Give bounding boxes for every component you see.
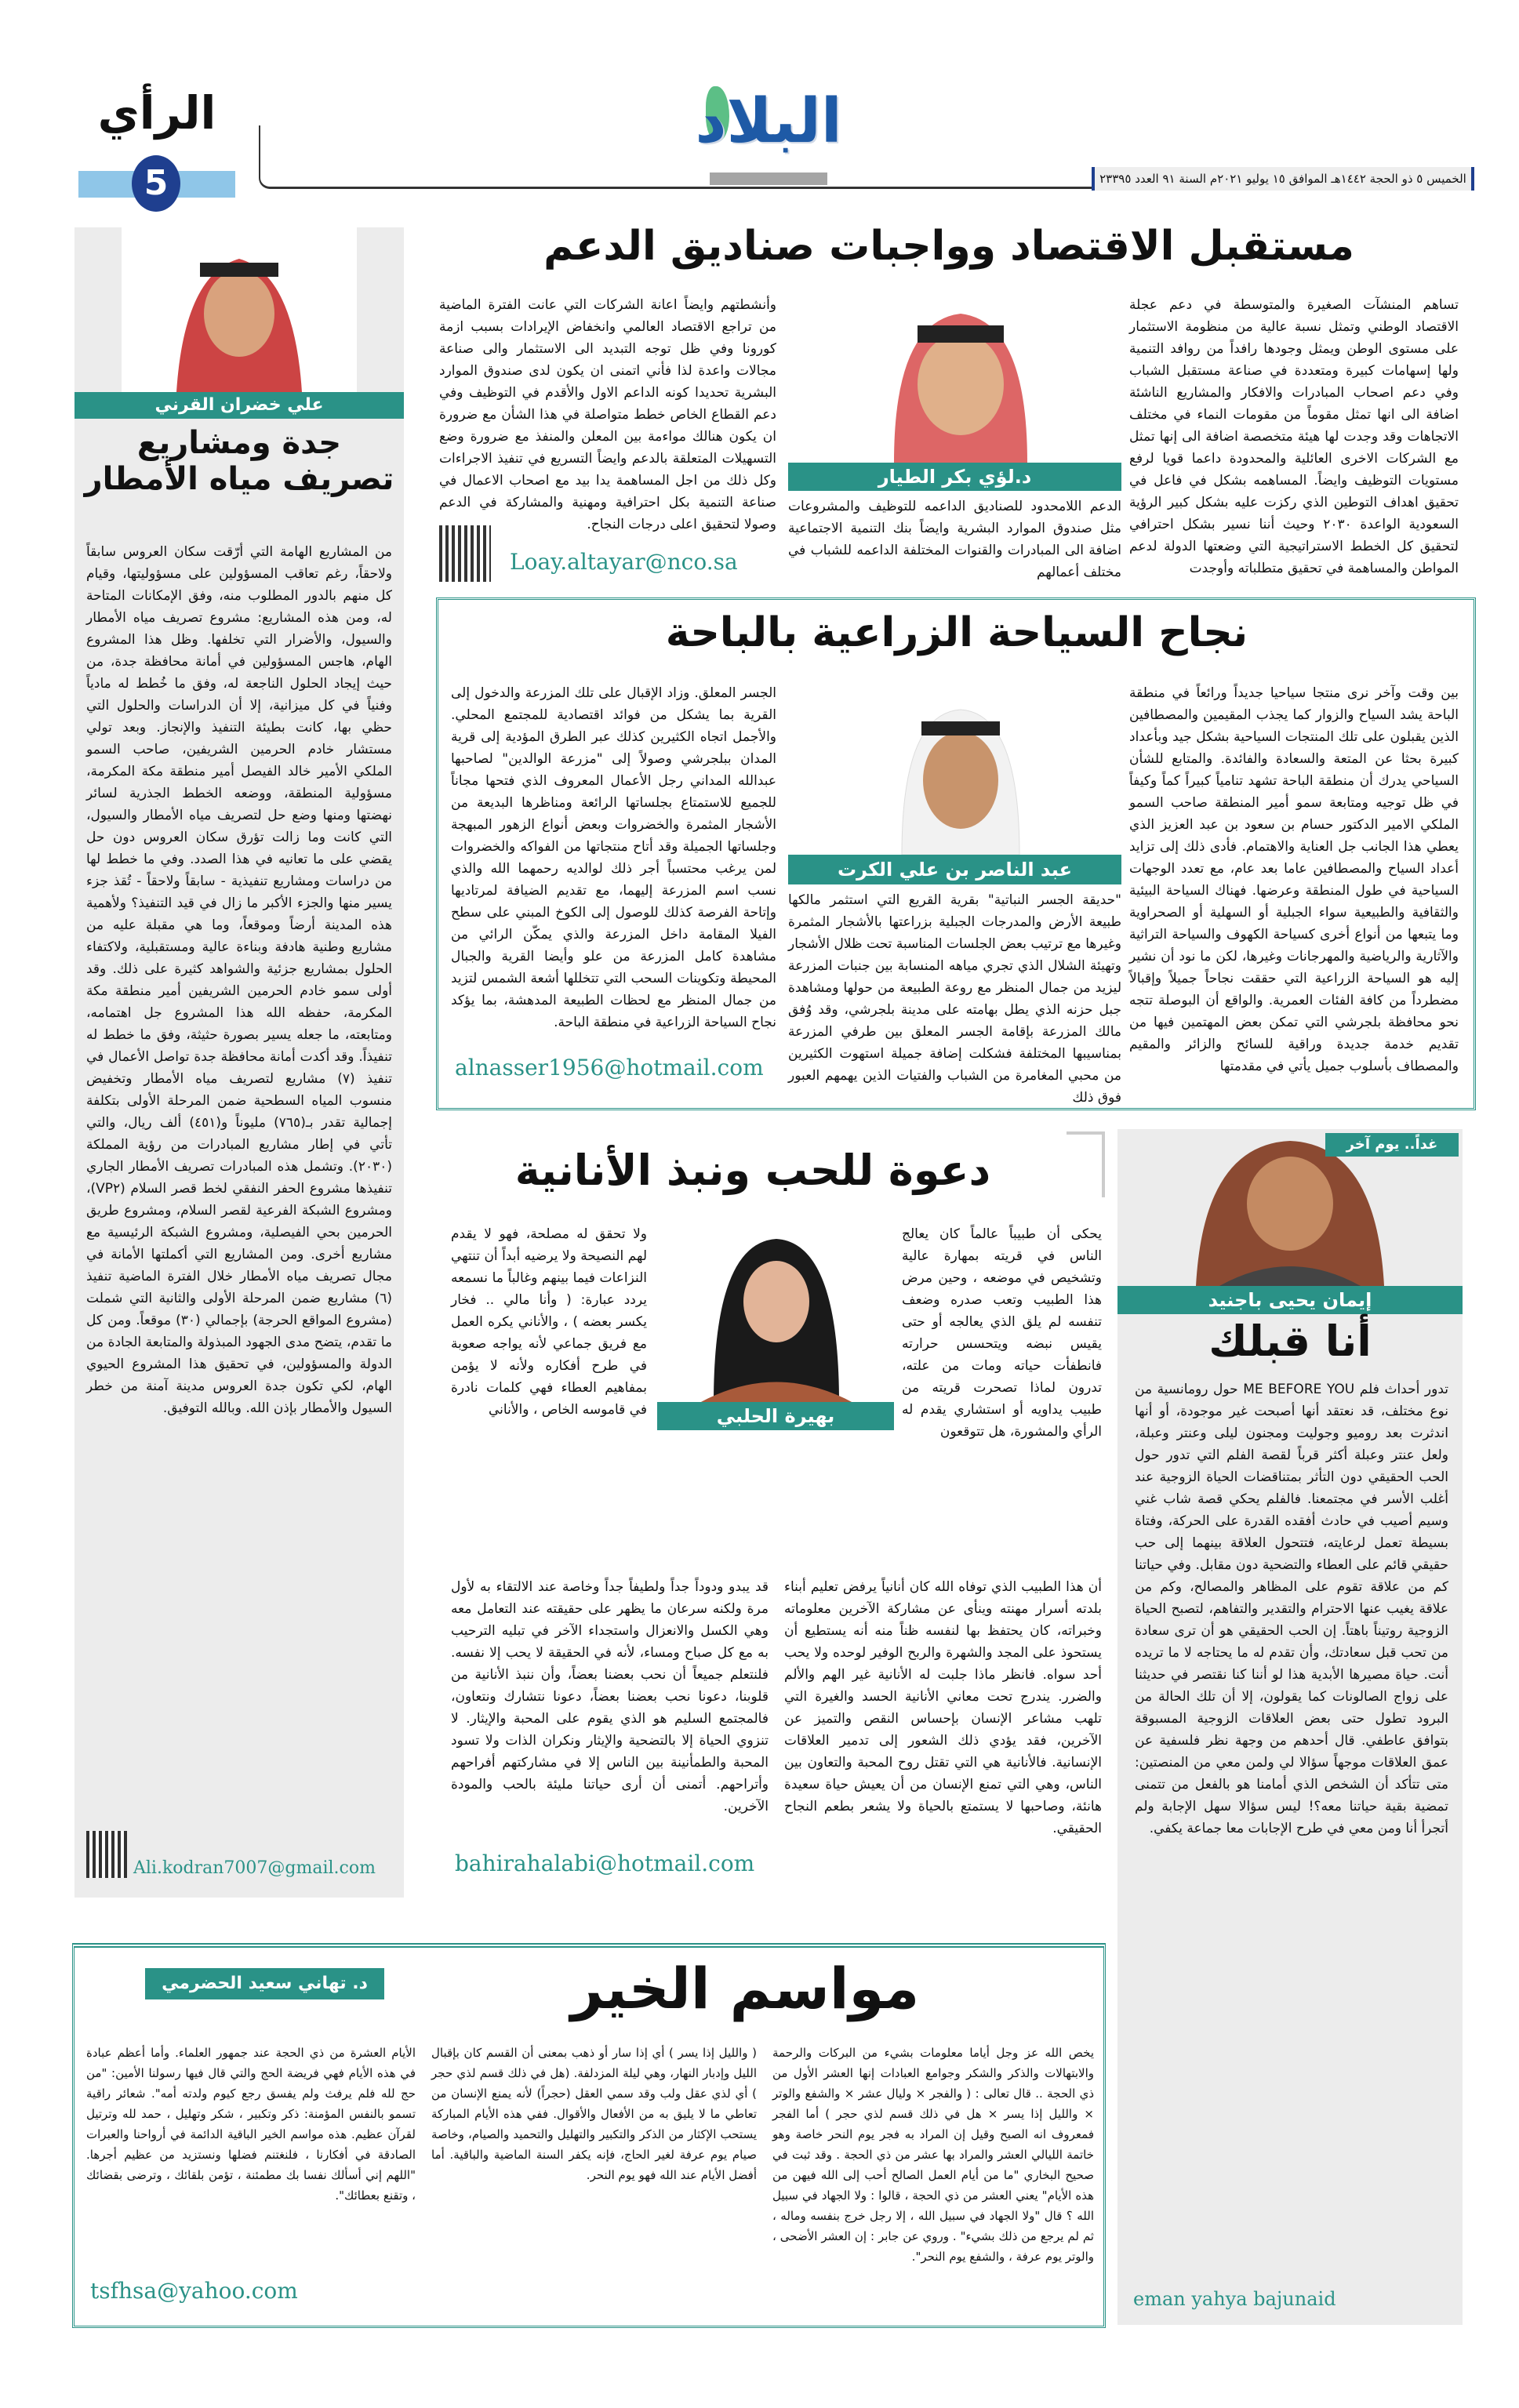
page-number-badge: 5 <box>132 155 180 212</box>
author-email[interactable]: Ali.kodran7007@gmail.com <box>133 1858 376 1878</box>
paragraph: "حديقة الجسر النباتية" بقرية القريع التي استثمر مالكها طبيعة الأرض والمدرجات الجبلية بزراعتها بالأشجار المثمرة وغيرها مع ترتيب بعض الجلسات المناسبة تحت ظلال الأشجار وتهيئة الشلال الذي تجري مياهه المنسابة بين جنبات المزرعة ليزيد من جمال المنظر مع روعة الطبيعة من حولها ومشاهدة جبل حزنه الذي يطل بهامته على مدينة بلجرشي، وقد وُفق مالك المزرعة بإقامة الجسر المعلق بين طرفي المزرعة بمناسيبها المختلفة فشكلت إضافة جميلة استهوت الكثيرين من محبي المغامرة من الشباب والفتيات الذين يهمهم العبور فوق ذلك <box>788 892 1121 1106</box>
author-name-bar: علي خضران القرني <box>74 392 404 419</box>
paragraph: ( والليل إذا يسر ) أي إذا سار أو ذهب بمعنى أن القسم كان بإقبال الليل وإدبار النهار، وهي ليلة المزدلفة. (هل في ذلك قسم لذي حجر ) أي لذي عقل ولب وقد سمي العقل (حجراً) لأنه يمنع الإنسان من تعاطي ما لا يليق به من الأفعال والأقوال. ففي هذه الأيام المباركة يستحب الإكثار من الذكر والتكبير والتهليل والتحميد والصيام، وخاصة صيام يوم عرفة لغير الحاج، فإنه يكفر السنة الماضية والباقية. أما أفضل الأيام عند الله فهو يوم النحر. <box>431 2046 757 2182</box>
paragraph: من المشاريع الهامة التي أرّقت سكان العروس سابقاً ولاحقاً، رغم تعاقب المسؤولين على مسؤوليتها، وقيام كل منهم بالدور المطلوب منه، وفق الإمكانات المتاحة له، ومن هذه المشاريع: مشروع تصريف مياه الأمطار والسيول، والأضرار التي تخلفها. وظل هذا المشروع الهام، هاجس المسؤولين في أمانة محافظة جدة، من حيث إيجاد الحلول الناجعة له، وفق ما خُطط له مادياً وفنياً في كل ميزانية، إلا أن الدراسات والحلول التي حظي بها، كانت بطيئة التنفيذ والإنجاز. وبعد تولي مستشار خادم الحرمين الشريفين، صاحب السمو الملكي الأمير خالد الفيصل أمير منطقة مكة المكرمة، مسؤولية المنطقة، ووضعه الخطط الجذرية لسائر نهضتها ومنها وضع حل لتصريف مياه الأمطار والسيول، التي كانت وما زالت تؤرق سكان العروس دون حل يقضي على ما تعانيه في هذا الصدد. وفي ما خطط لها من دراسات ومشاريع تنفيذية - سابقاً ولاحقاً - تُقذ جزء يسير منها والجزء الأكبر ما زال في قيد التنفيذ؟ ولأهمية هذه المدينة أرضاً وموقعاً، وما هي مقبلة عليه من مشاريع وطنية هادفة وبناءة عالية ومستقبلية، ولاكتفاء الحلول بمشاريع جزئية والشواهد كثيرة على ذلك. وقد أولى سمو خادم الحرمين الشريفين أمير منطقة مكة المكرمة، حفظه الله هذا المشروع جل اهتمامه، ومتابعته، ما جعله يسير بصورة حثيثة، وفق ما خطط له تنفيذاً. وقد أكدت أمانة محافظة جدة تواصل الأعمال في تنفيذ (٧) مشاريع لتصريف مياه الأمطار وتخفيض منسوب المياه السطحية ضمن المرحلة الأولى بتكلفة إجمالية تقدر بـ(٧٦٥) مليوناً و(٤٥١) ألف ريال، والتي تأتي في إطار مشاريع المبادرات من رؤية المملكة (٢٠٣٠). وتشمل هذه المبادرات تصريف الأمطار الجاري تنفيذها مشروع الحفر النفقي لخط قصر السلام (VP٢)، ومشروع الشبكة الفرعية لقصر السلام، ومشروع طريق الحرمين بحي الفيصلية، ومشروع الشبكة الرئيسية مع مشاريع أخرى. ومن المشاريع التي أكملتها الأمانة في مجال تصريف مياه الأمطار خلال الفترة الماضية تنفيذ (٦) مشاريع ضمن المرحلة الأولى والثانية التي شملت (مشروع المواقع الحرجة) بإجمالي (٣٠) موقعاً. ومن كل ما تقدم، يتضح مدى الجهود المبذولة والمتابعة الجادة من الدولة والمسؤولين، في تحقيق هذا المشروع الحيوي الهام، لكي تكون جدة العروس مدينة آمنة من خطر السيول والأمطار بإذن الله. وبالله التوفيق. <box>86 544 393 1416</box>
article-column <box>1129 294 1459 584</box>
author-name-bar: د.لؤي بكر الطيار <box>788 463 1121 491</box>
author-email[interactable]: bahirahalabi@hotmail.com <box>455 1850 755 1876</box>
qr-code[interactable] <box>86 1831 127 1878</box>
corner-bracket-decoration <box>1067 1131 1105 1197</box>
logo-text: البلاد <box>695 86 842 157</box>
paragraph: بين وقت وآخر نرى منتجا سياحيا جديداً ورائعاً في منطقة الباحة يشد السياح والزوار كما يجذب المقيمين والمصطافين الذين يقبلون على تلك المنتجات السياحية بشكل جيد وبأعداد كبيرة بحثا عن المتعة والسعادة والفائدة. والمتابع للشأن السياحي يدرك أن منطقة الباحة تشهد تنامياً كبيراً كماً وكيفاً في ظل توجيه ومتابعة سمو أمير المنطقة صاحب السمو الملكي الامير الدكتور حسام بن سعود بن عبد العزيز الذي يعطي هذا الجانب جل العناية والاهتمام. فأدى ذلك إلى تزايد أعداد السياح والمصطافين عاما بعد عام، مع تعدد الوجهات السياحية في طول المنطقة وعرضها. فهناك السياحة البيئية والثقافية والطبيعية سواء الجبلية أو السهلية أو الصحراوية وما يتبعها من أنواع أخرى كسياحة الكهوف والسياحة التراثية والآثارية والرياضية والمهرجانات وغيرها، لكن ما نود أن نشير إليه هو السياحة الزراعية التي حققت نجاحاً جميلاً وإقبالاً مضطرداً من كافة الفئات العمرية. والواقع أن البوصلة تتجه نحو محافظة بلجرشي التي تمكن بعض المهتمين فيها من تقديم خدمة جديدة وراقية للسائح والزائر والمقيم والمصطاف بأسلوب جميل يأتي في مقدمتها <box>1129 685 1459 1074</box>
article-column <box>788 496 1121 588</box>
article-headline: دعوة للحب ونبذ الأنانية <box>514 1146 991 1195</box>
article-headline: مواسم الخير <box>570 1956 920 2021</box>
author-photo <box>674 1227 878 1404</box>
right-opinion-column <box>1117 1129 1463 2325</box>
logo-underbar <box>710 173 827 185</box>
article-column <box>784 1576 1102 1835</box>
paragraph: قد يبدو ودوداً جداً ولطيفاً جداً وخاصة عند الالتقاء به لأول مرة ولكنه سرعان ما يظهر على حقيقته عند التعامل معه وهي الكسل والانعزال واستجداء الآخر في تبليه الترحيب به مع كل صباح ومساء، لأنه في الحقيقة لا يحب إلا نفسه. فلنتعلم جميعاً أن نحب بعضنا بعضاً، وأن ننبذ الأنانية من قلوبنا، دعونا نحب بعضنا بعضاً، دعونا نتشارك ونتعاون، فالمجتمع السليم هو الذي يقوم على المحبة والإيثار. لا تنزوي الحياة إلا بالتضحية والإيثار ونكران الذات ولا تسود المحبة والطمأنينة بين الناس إلا في مشاركتهم أفراحهم وأتراحهم. أتمنى أن أرى حياتنا مليئة بالحب والمودة الآخرين. <box>451 1579 769 1814</box>
author-photo <box>122 227 357 392</box>
article-column <box>431 2043 757 2309</box>
article-column <box>439 294 776 532</box>
author-name-bar: د. تهاني سعيد الحضرمي <box>145 1968 384 1999</box>
author-name-bar: إيمان يحيى باجنيد <box>1117 1286 1463 1314</box>
article-column <box>788 889 1121 1106</box>
paragraph: يخص الله عز وجل أياما معلومات بشيء من البركات والرحمة والابتهالات والذكر والشكر وجوامع العبادات إنها العشر الأول من ذي الحجة .. قال تعالى : ( والفجر × وليال عشر × والشفع والوتر × والليل إذا يسر × هل في ذلك قسم لذي حجر ) أما الفجر فمعروف انه الصبح وقيل إن المراد به فجر يوم النحر خاصة وهو خاتمة الليالي العشر والمراد بها عشر من ذي الحجة . وقد ثبت في صحيح البخاري "ما من أيام العمل الصالح أحب إلى الله فيهن من هذه الأيام" يعني العشر من ذي الحجة ، قالوا : ولا الجهاد في سبيل الله ؟ قال "ولا الجهاد في سبيل الله ، إلا رجل خرج بنفسه وماله ، ثم لم يرجع من ذلك بشيء" . وروي عن جابر : إن العشر الأضحى ، والوتر يوم عرفة ، والشفع يوم النحر". <box>772 2046 1094 2264</box>
newspaper-logo <box>690 86 847 157</box>
article-column <box>86 2043 416 2270</box>
author-email[interactable]: tsfhsa@yahoo.com <box>90 2278 298 2304</box>
article-headline: جدة ومشاريع تصريف مياه الأمطار <box>84 425 394 497</box>
paragraph: تساهم المنشآت الصغيرة والمتوسطة في دعم عجلة الاقتصاد الوطني وتمثل نسبة عالية من منظومة الاستثمار على مستوى الوطن ويمثل وجودها رافداً من روافد التنمية ولها إسهامات كبيرة ومتعددة في صناعة مستقبل الشباب وفي دعم اصحاب المبادرات والافكار والمشاريع الناشئة اضافة الى انها تمثل مقوماً من مقومات النماء في مختلف الاتجاهات وقد وجدت لها هيئة متخصصة اضافة الى إنها تمثل مع الشركات الاخرى العائلية والمحدودة داعما قويا لرفع مستويات التوظيف وايضاً. المساهمه بشكل في فاعل في تحقيق اهداف التوطين الذي ركزت عليه بشكل كبير الرؤية السعودية الواعدة ٢٠٣٠ وحيث أننا نسير بشكل احترافي لتحقيق كل الخطط الاستراتيجية التي وضعتها الدولة لدعم المواطن والمساهمة في تحقيق متطلباته وأوجدت <box>1129 297 1459 576</box>
author-name-bar: عبد الناصر بن علي الكرت <box>788 855 1121 884</box>
article-headline: نجاح السياحة الزراعية بالباحة <box>665 609 1248 656</box>
author-email[interactable]: eman yahya bajunaid <box>1133 2288 1336 2310</box>
qr-code[interactable] <box>439 525 491 582</box>
section-title: الرأي <box>97 86 216 140</box>
article-column <box>902 1223 1102 1568</box>
paragraph: الدعم اللامحدود للصناديق الداعمه للتوظيف والمشروعات مثل صندوق الموارد البشرية وايضاً بنك التنمية الاجتماعية اضافة الى المبادرات والقنوات المختلفة الداعمه للشباب في مختلف أعمالهم <box>788 499 1121 580</box>
article-column <box>451 1223 647 1568</box>
paragraph: أن هذا الطبيب الذي توفاه الله كان أنانياً يرفض تعليم أبناء بلدته أسرار مهنته وينأى عن مشاركة الآخرين معلوماته وخبراته، كان يحتفظ بها لنفسه ظناً منه أنه يستطيع أن يستحوذ على المجد والشهرة والربح الوفير لوحده ولا يحب أحد سواه. فانظر ماذا جلبت له الأنانية غير الهم والألم والضرر. يندرج تحت معاني الأنانية الحسد والغيرة التي تلهب مشاعر الإنسان بإحساس النقص والتميز عن الآخرين، فقد يؤدي ذلك الشعور إلى تدمير العلاقات الإنسانية. فالأنانية هي التي تقتل روح المحبة والتعاون بين الناس، وهي التي تمنع الإنسان من أن يعيش حياة سعيدة هانئة، وصاحبها لا يستمتع بالحياة ولا يشعر بطعم النجاح الحقيقي. <box>784 1579 1102 1836</box>
masthead-rule <box>259 125 1096 189</box>
author-email[interactable]: Loay.altayar@nco.sa <box>510 549 738 575</box>
paragraph: وأنشطتهم وايضاً اعانة الشركات التي عانت الفترة الماضية من تراجع الاقتصاد العالمي وانخفاض الإيرادات بسبب ازمة كورونا وفي ظل توجه التبديد الى الاستثمار والى صناعة مجالات واعدة لذا فأني اتمنى ان يكون لدى صندوق الموارد البشرية تحديدا كونه الداعم الاول والأقدم في التوظيف وفي دعم القطاع الخاص خطط متواصلة في هذا الشأن مع ضرورة ان يكون هنالك مواءمة بين المعلن والمنفذ مع ضرورة وضع التسهيلات المتعلقة بالدعم وايضاً التسريع في تنفيذ الاجراءات وكل ذلك من اجل المساهمة يدا بيد مع اصحاب الاعمال في صناعة التنمية بكل احترافية ومهنية والمشاركة في الدعم وصولا لتحقيق اعلى درجات النجاح. <box>439 297 776 532</box>
article-headline: مستقبل الاقتصاد وواجبات صناديق الدعم <box>543 223 1354 270</box>
left-opinion-column <box>74 227 404 1898</box>
article-headline: أنا قبلك <box>1208 1317 1372 1366</box>
column-tag: غداً.. يوم آخر <box>1325 1133 1459 1157</box>
author-name-bar: بهيرة الحلبي <box>657 1402 894 1430</box>
paragraph: يحكى أن طبيباً عالماً كان يعالج الناس في قريته بمهارة عالية وتشخيص في موضعه ، وحين مرض هذا الطبيب وتعب صدره وضعف تنفسه لم يلق الذي يعالجه أو حتى يقيس نبضه ويتحسس حرارته فانطفأت حياته ومات من علته، تدرون لماذا تصحرت قريته من طبيب يداويه أو استشاري يقدم له الرأي والمشورة، هل تتوقعون <box>902 1226 1102 1440</box>
paragraph: ولا تحقق له مصلحة، فهو لا يقدم لهم النصيحة ولا يرضيه أبداً أن تنتهي النزاعات فيما بينهم وغالباً ما نسمعه يردد عبارة: ( وأنا مالي .. فخار يكسر بعضه ) ، والأناني يكره العمل مع فريق جماعي لأنه يواجه صعوبة في طرح أفكاره ولأنه لا يؤمن بمفاهيم العطاء فهي كلمات نادرة في قاموسه الخاص ، والأناني <box>451 1226 647 1418</box>
author-email[interactable]: alnasser1956@hotmail.com <box>455 1055 764 1081</box>
article-column <box>451 1576 769 1835</box>
date-line: الخميس ٥ ذو الحجة ١٤٤٢هـ الموافق ١٥ يوليو ٢٠٢١م السنة ٩١ العدد ٢٣٣٩٥ <box>1092 167 1474 191</box>
article-column <box>451 682 776 1043</box>
paragraph: الأيام العشرة من ذي الحجة عند جمهور العلماء. وأما أعظم عبادة في هذه الأيام فهي فريضة الحج والتي قال فيها رسولنا الأمين: "من حج لله فلم يرفث ولم يفسق رجع كيوم ولدته أمه". شعائر راقية تسمو بالنفس المؤمنة: ذكر وتكبير ، شكر وتهليل ، حمد لله وترتيل لقرآن عظيم. هذه مواسم الخير الباقية الدائمة في أرواحنا والعبرات الصادقة في أفكارنا ، فلنغتنم فضلها ونستزيد من عظيم أجرها. "اللهم إني أسألك نفسا بك مطمئنة ، تؤمن بلقائك ، وترضى بقضائك ، وتقنع بعطائك". <box>86 2046 416 2203</box>
paragraph: الجسر المعلق. وزاد الإقبال على تلك المزرعة والدخول إلى القرية بما يشكل من فوائد اقتصادية للمجتمع المحلي. والأجمل اتجاه الكثيرين كذلك عبر الطرق المؤدية إلى قرية المدان ببلجرشي وصولاً إلى "مزرعة الوالدين" لصاحبها عبدالله المداني رجل الأعمال المعروف الذي فتحها مجاناً للجميع للاستمتاع بجلساتها الرائعة ومناظرها البديعة من الأشجار المثمرة والخضروات وبعض أنواع الزهور المبهجة وجلساتها الجميلة وقد أتاح منتجاتها من الفواكه والخضروات لمن يرغب محتسباً أجر ذلك لوالديه رحمهما الله والذي نسب اسم المزرعة إليهما، مع تقديم الضيافة لمرتاديها وإتاحة الفرصة كذلك للوصول إلى الكوخ المبني على سطح الفيلا المقامة داخل المزرعة والذي يمكّن الرائي من مشاهدة كامل المزرعة من علو وأيضا القرية والجبال المحيطة وتكوينات السحب التي تتخللها أشعة الشمس لتزيد من جمال المنظر مع لحظات الطبيعة المدهشة، بما يؤكد نجاح السياحة الزراعية في منطقة الباحة. <box>451 685 776 1030</box>
article-body <box>1135 1378 1448 2280</box>
article-body <box>86 541 392 1819</box>
paragraph: تدور أحداث فلم ME BEFORE YOU حول رومانسية من نوع مختلف، قد نعتقد أنها أصبحت غير موجودة، أو أنها اندثرت بعد روميو وجوليت ومجنون ليلى وعنتر وعبلة، ولعل عنتر وعبلة أكثر قرباً لقصة الفلم التي تدور حول الحب الحقيقي دون التأثر بمتناقضات الحياة الزوجية عند أغلب الأسر في مجتمعنا. فالفلم يحكي قصة شاب غني وسيم أصيب في حادث أفقده القدرة على الحركة، وفتاة بسيطة تعمل لرعايته، فتتحول العلاقة بينهما إلى حب حقيقي قائم على العطاء والتضحية دون مقابل. وفي حياتنا كم من علاقة تقوم على المظاهر والمصالح، وكم من علاقة يغيب عنها الاحترام والتقدير والتفاهم، لتصبح الحياة الزوجية روتيناً باهتاً. إن الحب الحقيقي هو أن ترى سعادة من تحب قبل سعادتك، وأن تقدم له ما يحتاجه لا ما تريده أنت. حياة مصيرها الأبدية هذا لو أننا كنا نقتصر في حديثنا على زواج الصالونات كما يقولون، إلا أن تلك الحالة من البرود تطول حتى بعض العلاقات الزوجية المسبوقة بتوافق عاطفي. قال أحدهم من وجهة نظر فلسفية عن عمق العلاقات موجهاً سؤالا لي ولمن معي من المنصتين: متى تتأكد أن الشخص الذي أمامنا هو بالفعل من تتمنى تمضية بقية حياتنا معه؟! ليس سؤالا سهل الإجابة ولم أتجرأ أنا ومن معي في طرح الإجابات معا جماعة يكفي. <box>1135 1382 1448 1836</box>
author-photo <box>831 690 1090 855</box>
article-column <box>772 2043 1094 2309</box>
author-photo <box>808 298 1114 463</box>
article-column <box>1129 682 1459 1098</box>
